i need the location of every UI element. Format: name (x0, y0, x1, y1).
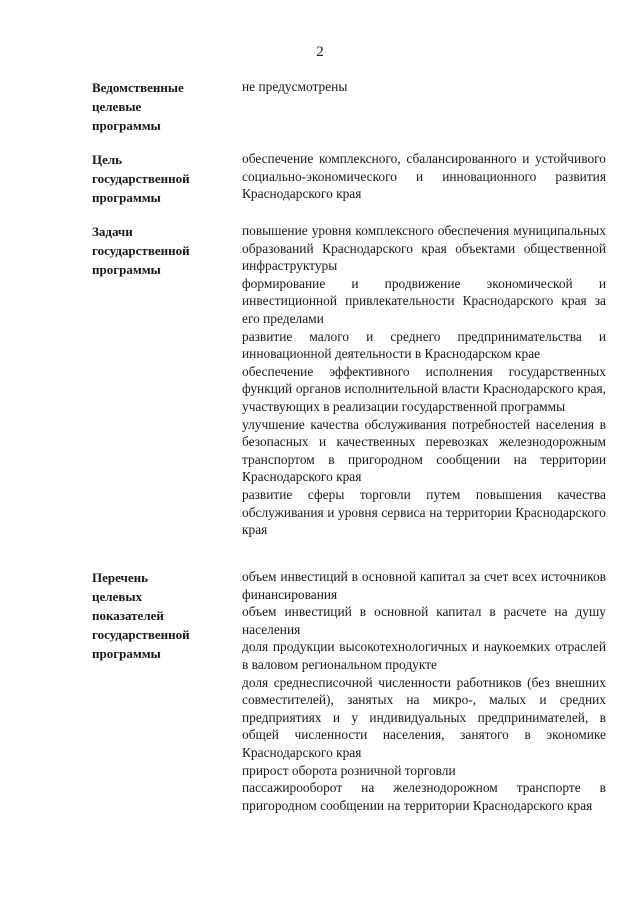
content-paragraph: обеспечение комплексного, сбалансированного и устойчивого социально-экономического и инновационного развития Краснодарского края (242, 151, 606, 202)
section-content (242, 150, 606, 203)
content-paragraph: повышение уровня комплексного обеспечения муниципальных образований Краснодарского края объектами общественной инфраструктуры (242, 223, 606, 274)
content-paragraph: прирост оборота розничной торговли (242, 762, 456, 778)
content-paragraph: улучшение качества обслуживания потребностей населения в безопасных и качественных перевозках железнодорожным транспортом в пригородном сообщении на территории Краснодарского края (242, 416, 606, 485)
section-content (242, 568, 606, 814)
content-paragraph: доля среднесписочной численности работников (без внешних совместителей), занятых на микро-, малых и средних предприятиях и у индивидуальных предпринимателей, в общей численности населения, занятого в экономике Краснодарского края (242, 674, 606, 760)
content-paragraph: обеспечение эффективного исполнения государственных функций органов исполнительной власти Краснодарского края, участвующих в реализации государственной программы (242, 363, 606, 414)
content-paragraph: объем инвестиций в основной капитал в расчете на душу населения (242, 604, 606, 637)
section-label: Перечень целевых показателей государственной программы (92, 570, 190, 661)
content-paragraph: формирование и продвижение экономической и инвестиционной привлекательности Краснодарского края за его пределами (242, 275, 606, 326)
content-paragraph: развитие сферы торговли путем повышения качества обслуживания и уровня сервиса на территории Краснодарского края (242, 486, 606, 538)
section-content (242, 222, 606, 539)
content-paragraph: не предусмотрены (242, 79, 348, 94)
content-paragraph: доля продукции высокотехнологичных и наукоемких отраслей в валовом региональном продукте (242, 639, 606, 672)
section-label: Задачи государственной программы (92, 224, 190, 277)
content-paragraph: развитие малого и среднего предпринимательства и инновационной деятельности в Краснодарском крае (242, 328, 606, 362)
page-number: 2 (316, 44, 324, 60)
section-label: Ведомственные целевые программы (92, 80, 184, 133)
content-paragraph: пассажирооборот на железнодорожном транспорте в пригородном сообщении на территории Краснодарского края (242, 780, 606, 813)
section-content (242, 78, 606, 96)
content-paragraph: объем инвестиций в основной капитал за счет всех источников финансирования (242, 569, 606, 602)
section-label: Цель государственной программы (92, 152, 190, 205)
